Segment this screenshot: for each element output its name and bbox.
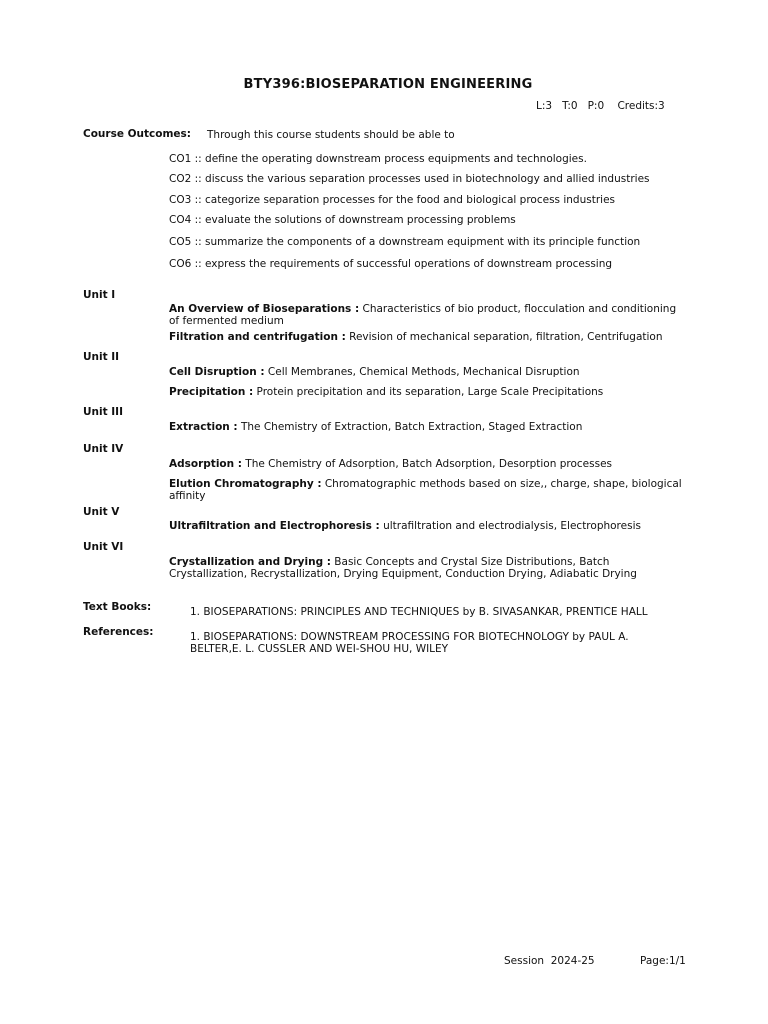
topic-text: The Chemistry of Extraction, Batch Extraction, Staged Extraction (237, 421, 583, 433)
topic-text: ultrafiltration and electrodialysis, Electrophoresis (379, 520, 641, 532)
unit-topic (169, 303, 689, 327)
unit-topic (169, 386, 689, 398)
course-outcome-item: CO6 :: express the requirements of successful operations of downstream processing (169, 258, 613, 270)
unit-topic (169, 331, 689, 343)
unit-label: Unit V (83, 506, 120, 518)
references-label: References: (83, 626, 154, 638)
topic-heading: Elution Chromatography : (169, 478, 322, 490)
reference-item: 1. BIOSEPARATIONS: DOWNSTREAM PROCESSING FOR BIOTECHNOLOGY by PAUL A. BELTER,E. L. CUSSLER AND WEI-SHOU HU, WILEY (190, 631, 629, 655)
text-book-item: 1. BIOSEPARATIONS: PRINCIPLES AND TECHNIQUES by B. SIVASANKAR, PRENTICE HALL (190, 606, 648, 618)
unit-label: Unit I (83, 289, 116, 301)
course-title: BTY396:BIOSEPARATION ENGINEERING (243, 77, 533, 92)
topic-text: The Chemistry of Adsorption, Batch Adsorption, Desorption processes (241, 458, 613, 470)
topic-text: Protein precipitation and its separation, Large Scale Precipitations (253, 386, 604, 398)
topic-text: Chromatographic methods based on size,, charge, shape, biological affinity (169, 478, 682, 502)
course-outcomes-intro: Through this course students should be able to (207, 129, 455, 141)
unit-label: Unit VI (83, 541, 124, 553)
course-outcome-item: CO5 :: summarize the components of a downstream equipment with its principle function (169, 236, 641, 248)
unit-topic (169, 366, 689, 378)
topic-heading: Crystallization and Drying : (169, 556, 331, 568)
course-outcome-item: CO3 :: categorize separation processes for the food and biological process industries (169, 194, 615, 206)
unit-topic (169, 421, 689, 433)
unit-topic (169, 458, 689, 470)
unit-label: Unit II (83, 351, 120, 363)
page-number-footer: Page:1/1 (640, 955, 686, 967)
topic-heading: Ultrafiltration and Electrophoresis : (169, 520, 380, 532)
topic-text: Characteristics of bio product, flocculation and conditioning of fermented medium (169, 303, 677, 327)
session-footer: Session 2024-25 (504, 955, 595, 967)
course-outcomes-label: Course Outcomes: (83, 128, 191, 140)
topic-text: Basic Concepts and Crystal Size Distributions, Batch Crystallization, Recrystallization, Drying Equipment, Conduction Drying, Adiabatic Drying (169, 556, 637, 580)
course-outcome-item: CO4 :: evaluate the solutions of downstream processing problems (169, 214, 516, 226)
topic-heading: Precipitation : (169, 386, 254, 398)
topic-text: Cell Membranes, Chemical Methods, Mechanical Disruption (264, 366, 580, 378)
text-books-label: Text Books: (83, 601, 152, 613)
unit-topic (169, 520, 689, 532)
topic-heading: Cell Disruption : (169, 366, 265, 378)
course-outcome-item: CO2 :: discuss the various separation processes used in biotechnology and allied industries (169, 173, 650, 185)
topic-heading: Extraction : (169, 421, 238, 433)
course-outcome-item: CO1 :: define the operating downstream process equipments and technologies. (169, 153, 587, 165)
unit-topic (169, 478, 689, 502)
unit-label: Unit IV (83, 443, 124, 455)
topic-heading: An Overview of Bioseparations : (169, 303, 360, 315)
unit-topic (169, 556, 689, 580)
unit-label: Unit III (83, 406, 123, 418)
topic-text: Revision of mechanical separation, filtration, Centrifugation (345, 331, 663, 343)
topic-heading: Adsorption : (169, 458, 242, 470)
credits-line: L:3 T:0 P:0 Credits:3 (536, 100, 665, 112)
topic-heading: Filtration and centrifugation : (169, 331, 346, 343)
